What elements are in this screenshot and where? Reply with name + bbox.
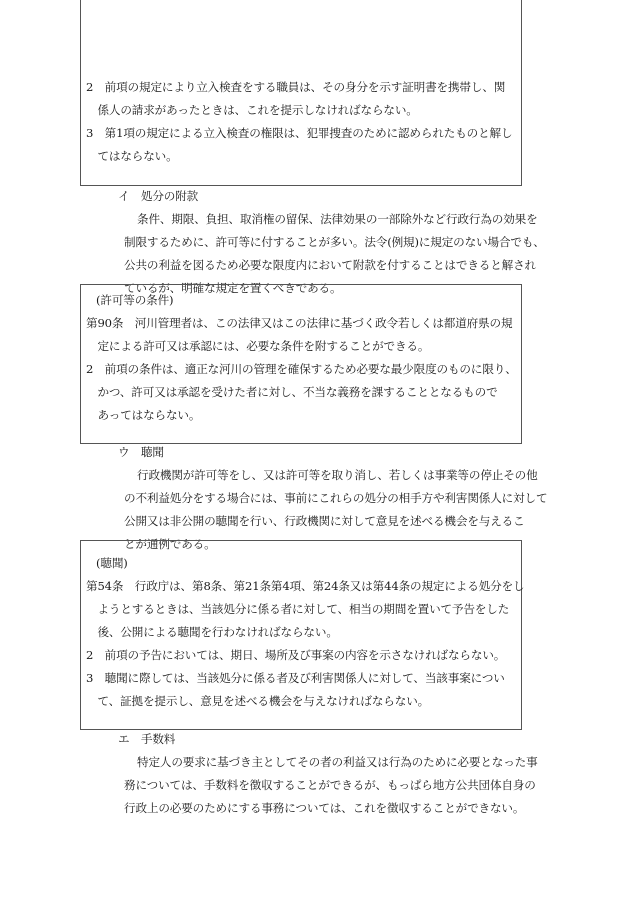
body-line: 行政機関が許可等をし、又は許可等を取り消し、若しくは事業等の停止その他 xyxy=(137,468,538,482)
body-line: 務については、手数料を徴収することができるが、もっぱら地方公共団体自身の xyxy=(124,778,536,792)
body-line: 制限するために、許可等に付することが多い。法令(例規)に規定のない場合でも、 xyxy=(124,235,545,249)
body-line: の不利益処分をする場合には、事前にこれらの処分の相手方や利害関係人に対して xyxy=(124,491,548,505)
statute-caption: (許可等の条件) xyxy=(96,293,174,307)
body-line: 条件、期限、負担、取消権の留保、法律効果の一部除外など行政行為の効果を xyxy=(137,212,538,226)
body-line: とが通例である。 xyxy=(124,537,216,551)
section-heading-fees: エ 手数料 xyxy=(118,732,176,746)
statute-line: て、証拠を提示し、意見を述べる機会を与えなければならない。 xyxy=(86,694,430,708)
statute-line: 2 前項の条件は、適正な河川の管理を確保するため必要な最少限度のものに限り、 xyxy=(86,362,517,376)
body-line: 公開又は非公開の聴聞を行い、行政機関に対して意見を述べる機会を与えるこ xyxy=(124,514,525,528)
body-line: 特定人の要求に基づき主としてその者の利益又は行為のために必要となった事 xyxy=(137,755,538,769)
statute-line: かつ、許可又は承認を受けた者に対し、不当な義務を課することとなるもので xyxy=(86,385,498,399)
section-heading-conditions: イ 処分の附款 xyxy=(118,189,199,203)
statute-line: あってはならない。 xyxy=(86,408,201,422)
statute-line: 第54条 行政庁は、第8条、第21条第4項、第24条又は第44条の規定による処分をし xyxy=(86,579,525,593)
statute-line: 係人の請求があったときは、これを提示しなければならない。 xyxy=(86,103,418,117)
statute-line: 3 第1項の規定による立入検査の権限は、犯罪捜査のために認められたものと解し xyxy=(86,126,513,140)
statute-caption: (聴聞) xyxy=(96,556,128,570)
statute-line: 定による許可又は承認には、必要な条件を附することができる。 xyxy=(86,339,430,353)
body-line: ているが、明確な規定を置くべきである。 xyxy=(124,281,342,295)
statute-line: 2 前項の予告においては、期日、場所及び事案の内容を示さなければならない。 xyxy=(86,648,506,662)
section-heading-hearing: ウ 聴聞 xyxy=(118,445,164,459)
statute-line: 第90条 河川管理者は、この法律又はこの法律に基づく政令若しくは都道府県の規 xyxy=(86,316,513,330)
body-line: 公共の利益を図るため必要な限度内において附款を付することはできると解され xyxy=(124,258,536,272)
statute-line: 後、公開による聴聞を行わなければならない。 xyxy=(86,625,338,639)
body-line: 行政上の必要のためにする事務については、これを徴収することができない。 xyxy=(124,801,525,815)
statute-line: 3 聴聞に際しては、当該処分に係る者及び利害関係人に対して、当該事案につい xyxy=(86,671,505,685)
statute-line: てはならない。 xyxy=(86,149,178,163)
statute-line: 2 前項の規定により立入検査をする職員は、その身分を示す証明書を携帯し、関 xyxy=(86,80,506,94)
statute-line: ようとするときは、当該処分に係る者に対して、相当の期間を置いて予告をした xyxy=(86,602,510,616)
